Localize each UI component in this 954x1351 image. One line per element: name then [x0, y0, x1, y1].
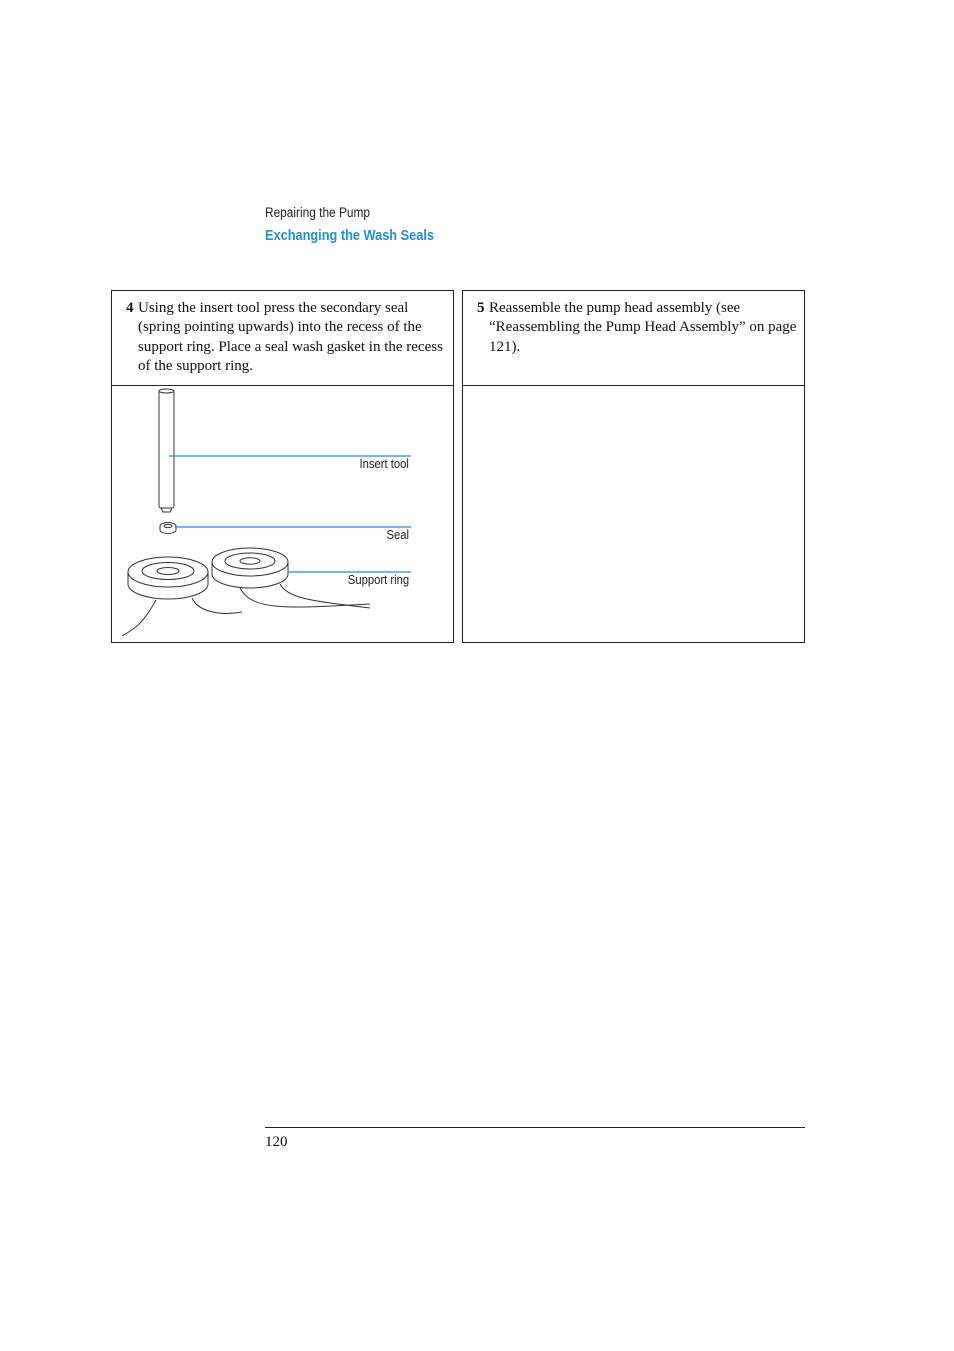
callout-lines [169, 456, 411, 572]
insert-tool-illustration [112, 386, 453, 642]
seal-label: Seal [386, 528, 409, 542]
footer-rule [265, 1127, 805, 1128]
section-heading: Repairing the Pump [265, 205, 371, 220]
step-5-illustration-cell [462, 385, 805, 643]
support-ring-right-drawing [212, 548, 370, 608]
step-4-illustration-cell [111, 385, 454, 643]
seal-drawing [160, 523, 176, 534]
page-number: 120 [265, 1134, 288, 1150]
step-5-cell [462, 290, 805, 386]
step-4-cell [111, 290, 454, 386]
insert-tool-drawing [159, 389, 174, 512]
page-title: Exchanging the Wash Seals [265, 228, 435, 244]
step-4 [126, 299, 451, 377]
step-4-number: 4 [126, 300, 134, 316]
step-4-text: Using the insert tool press the secondary seal (spring pointing upwards) into the recess of the support ring. Place a seal wash gasket in the recess of the support ring. [138, 300, 443, 375]
step-5-number: 5 [477, 300, 485, 316]
step-5-text: Reassemble the pump head assembly (see “Reassembling the Pump Head Assembly” on page 121). [489, 300, 797, 355]
insert-tool-label: Insert tool [359, 457, 409, 471]
support-ring-label: Support ring [347, 573, 409, 587]
step-5 [477, 299, 802, 357]
